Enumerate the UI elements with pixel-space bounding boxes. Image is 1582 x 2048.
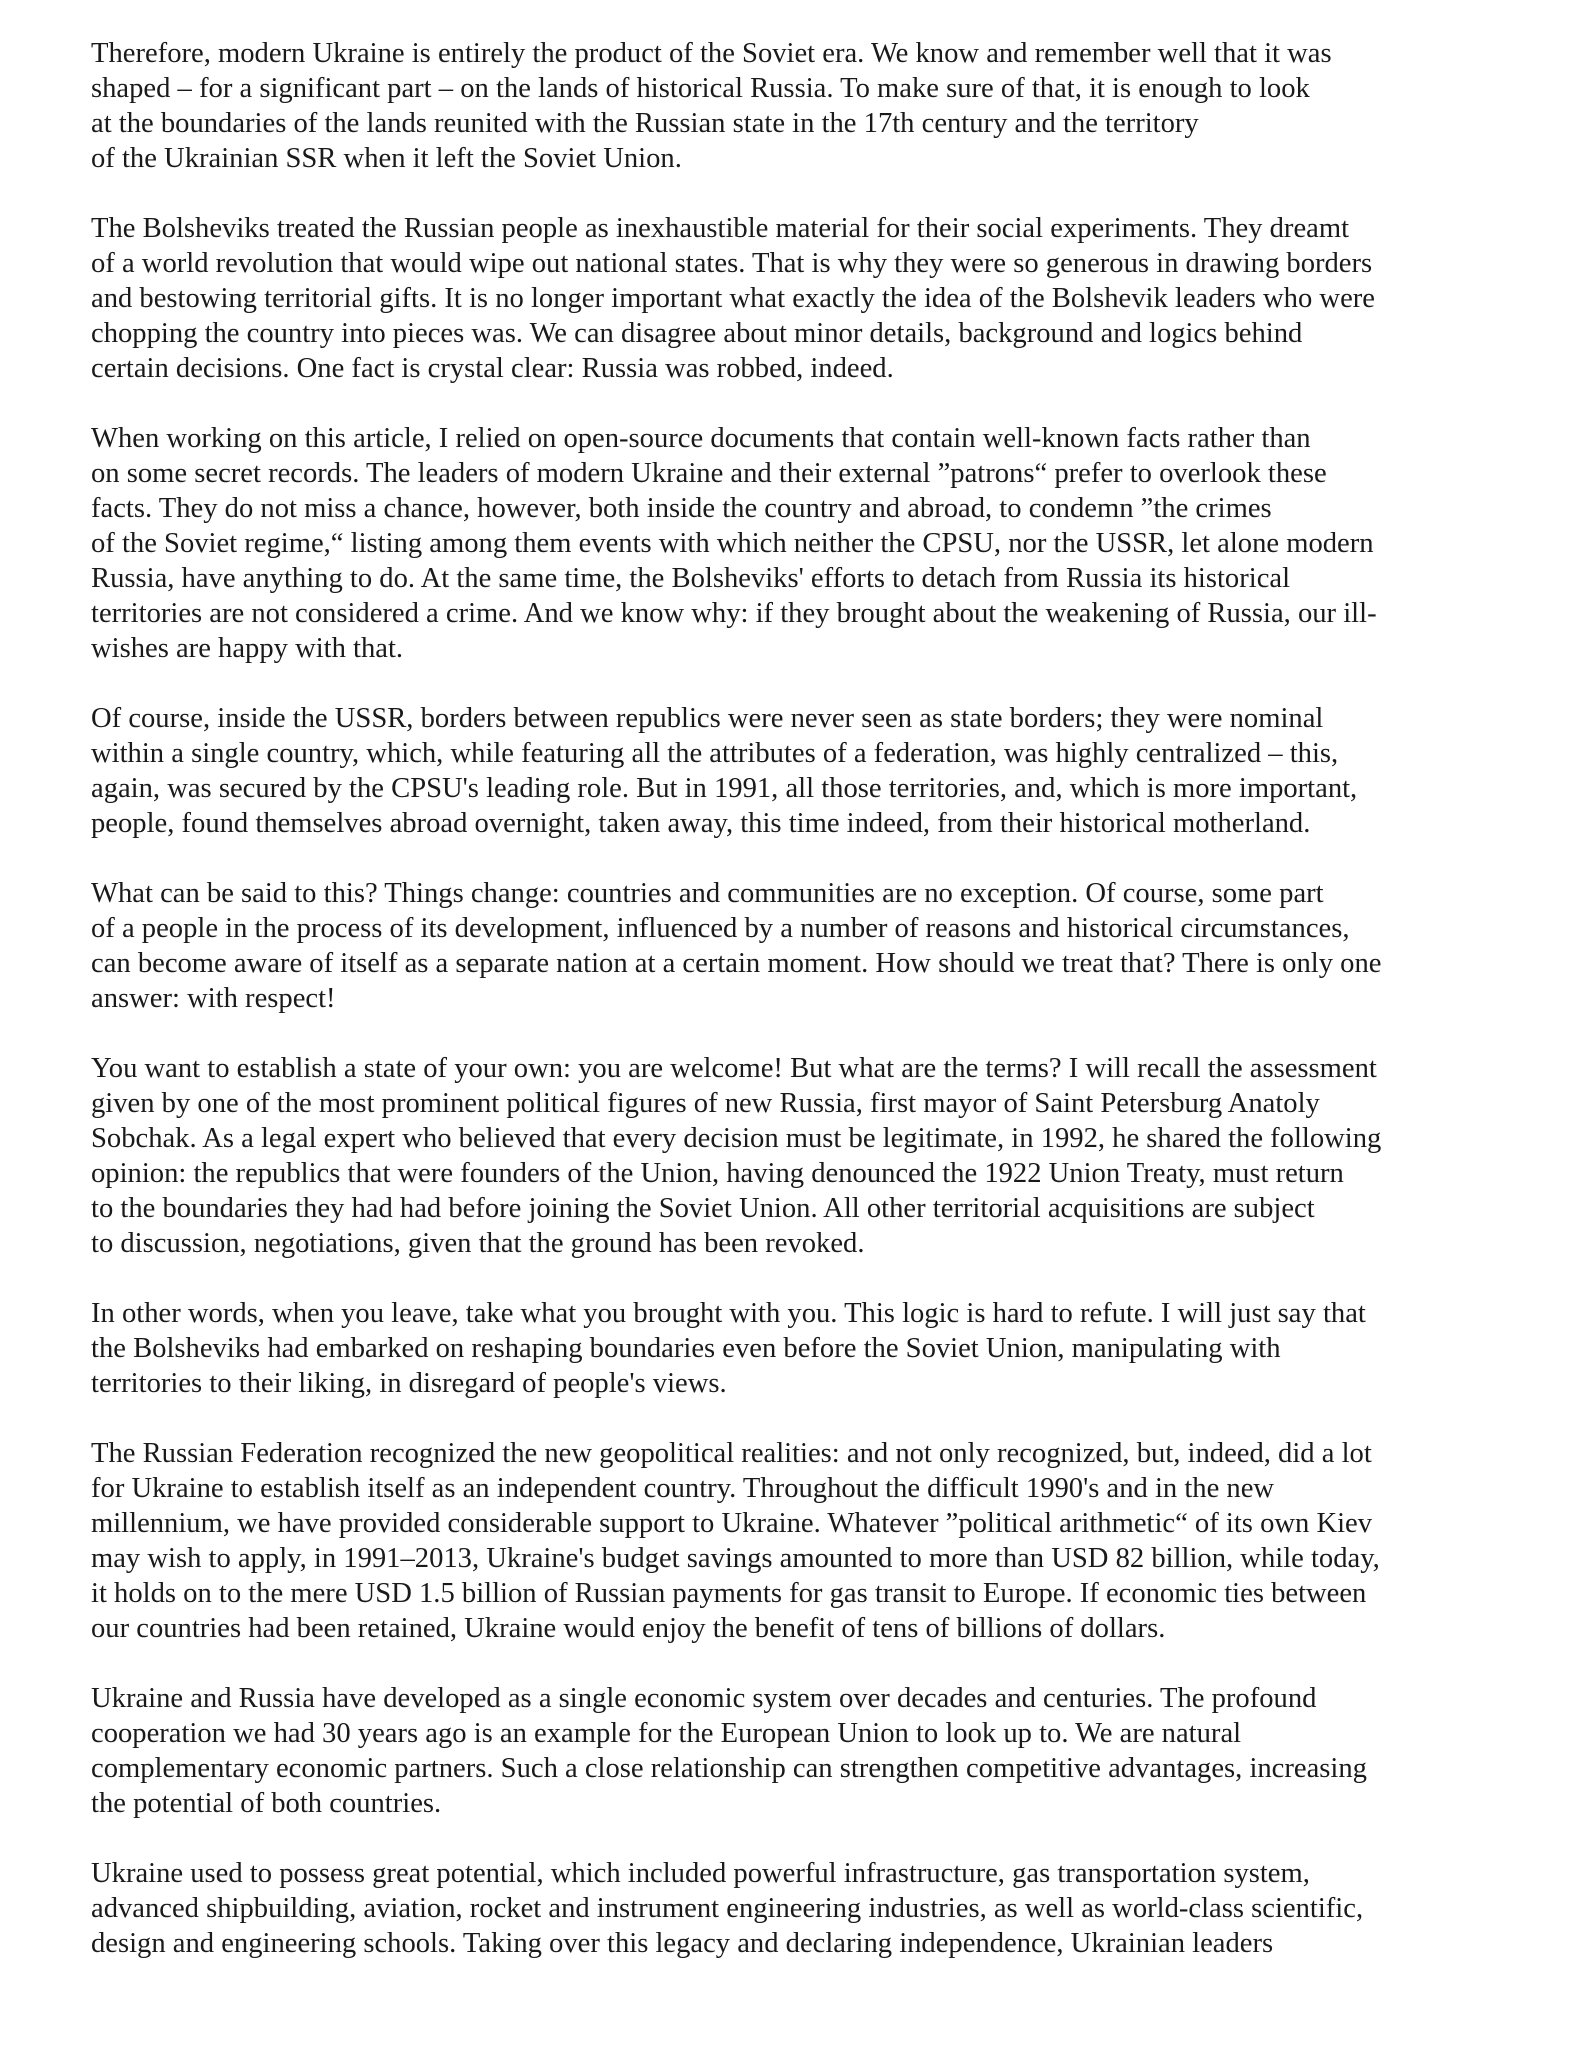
text-line: When working on this article, I relied on open-source documents that contain well-known facts rather than — [91, 423, 1311, 454]
text-line: for Ukraine to establish itself as an independent country. Throughout the difficult 1990's and in the new — [91, 1473, 1275, 1504]
text-line: at the boundaries of the lands reunited with the Russian state in the 17th century and the territory — [91, 108, 1199, 139]
text-line: answer: with respect! — [91, 983, 336, 1014]
paragraph-3 — [91, 421, 1511, 666]
paragraph-8 — [91, 1436, 1511, 1646]
text-line: complementary economic partners. Such a close relationship can strengthen competitive advantages, increasing — [91, 1753, 1367, 1784]
text-line: our countries had been retained, Ukraine would enjoy the benefit of tens of billions of dollars. — [91, 1613, 1166, 1644]
text-line: Ukraine used to possess great potential, which included powerful infrastructure, gas transportation system, — [91, 1858, 1310, 1889]
text-line: opinion: the republics that were founders of the Union, having denounced the 1922 Union Treaty, must return — [91, 1158, 1344, 1189]
paragraph-9 — [91, 1681, 1511, 1821]
text-line: The Russian Federation recognized the new geopolitical realities: and not only recognized, but, indeed, did a lot — [91, 1438, 1372, 1469]
text-line: can become aware of itself as a separate nation at a certain moment. How should we treat that? There is only one — [91, 948, 1382, 979]
text-line: Russia, have anything to do. At the same time, the Bolsheviks' efforts to detach from Russia its historical — [91, 563, 1291, 594]
text-line: chopping the country into pieces was. We can disagree about minor details, background and logics behind — [91, 318, 1303, 349]
text-line: Therefore, modern Ukraine is entirely the product of the Soviet era. We know and remember well that it was — [91, 38, 1332, 69]
text-line: advanced shipbuilding, aviation, rocket and instrument engineering industries, as well as world-class scientific, — [91, 1893, 1364, 1924]
text-line: to discussion, negotiations, given that the ground has been revoked. — [91, 1228, 865, 1259]
paragraph-10 — [91, 1856, 1511, 1961]
text-line: may wish to apply, in 1991–2013, Ukraine's budget savings amounted to more than USD 82 billion, while today, — [91, 1543, 1380, 1574]
text-line: millennium, we have provided considerable support to Ukraine. Whatever ”political arithmetic“ of its own Kiev — [91, 1508, 1373, 1539]
text-line: the potential of both countries. — [91, 1788, 442, 1819]
document-page — [91, 36, 1511, 1961]
text-line: of a world revolution that would wipe out national states. That is why they were so generous in drawing borders — [91, 248, 1373, 279]
text-line: wishes are happy with that. — [91, 633, 404, 664]
text-line: In other words, when you leave, take what you brought with you. This logic is hard to refute. I will just say that — [91, 1298, 1366, 1329]
paragraph-1 — [91, 36, 1511, 176]
text-line: cooperation we had 30 years ago is an example for the European Union to look up to. We are natural — [91, 1718, 1242, 1749]
text-line: given by one of the most prominent political figures of new Russia, first mayor of Saint Petersburg Anatoly — [91, 1088, 1320, 1119]
text-line: Sobchak. As a legal expert who believed that every decision must be legitimate, in 1992, he shared the following — [91, 1123, 1382, 1154]
text-line: people, found themselves abroad overnight, taken away, this time indeed, from their historical motherland. — [91, 808, 1311, 839]
text-line: within a single country, which, while featuring all the attributes of a federation, was highly centralized – this, — [91, 738, 1339, 769]
text-line: and bestowing territorial gifts. It is no longer important what exactly the idea of the Bolshevik leaders who were — [91, 283, 1375, 314]
text-line: territories to their liking, in disregard of people's views. — [91, 1368, 727, 1399]
text-line: of the Ukrainian SSR when it left the Soviet Union. — [91, 143, 682, 174]
text-line: of the Soviet regime,“ listing among them events with which neither the CPSU, nor the USSR, let alone modern — [91, 528, 1374, 559]
text-line: again, was secured by the CPSU's leading role. But in 1991, all those territories, and, which is more important, — [91, 773, 1358, 804]
text-line: it holds on to the mere USD 1.5 billion of Russian payments for gas transit to Europe. If economic ties between — [91, 1578, 1367, 1609]
text-line: to the boundaries they had had before joining the Soviet Union. All other territorial acquisitions are subject — [91, 1193, 1315, 1224]
paragraph-7 — [91, 1296, 1511, 1401]
text-line: of a people in the process of its development, influenced by a number of reasons and historical circumstances, — [91, 913, 1350, 944]
paragraph-6 — [91, 1051, 1511, 1261]
text-line: facts. They do not miss a chance, however, both inside the country and abroad, to condemn ”the crimes — [91, 493, 1272, 524]
text-line: shaped – for a significant part – on the lands of historical Russia. To make sure of that, it is enough to look — [91, 73, 1310, 104]
text-line: What can be said to this? Things change: countries and communities are no exception. Of course, some part — [91, 878, 1324, 909]
text-line: territories are not considered a crime. And we know why: if they brought about the weakening of Russia, our ill- — [91, 598, 1377, 629]
text-line: The Bolsheviks treated the Russian people as inexhaustible material for their social experiments. They dreamt — [91, 213, 1350, 244]
text-line: Of course, inside the USSR, borders between republics were never seen as state borders; they were nominal — [91, 703, 1324, 734]
paragraph-4 — [91, 701, 1511, 841]
text-line: on some secret records. The leaders of modern Ukraine and their external ”patrons“ prefer to overlook these — [91, 458, 1327, 489]
text-line: design and engineering schools. Taking over this legacy and declaring independence, Ukrainian leaders — [91, 1928, 1274, 1959]
text-line: certain decisions. One fact is crystal clear: Russia was robbed, indeed. — [91, 353, 894, 384]
text-line: the Bolsheviks had embarked on reshaping boundaries even before the Soviet Union, manipulating with — [91, 1333, 1281, 1364]
text-line: You want to establish a state of your own: you are welcome! But what are the terms? I will recall the assessment — [91, 1053, 1377, 1084]
text-line: Ukraine and Russia have developed as a single economic system over decades and centuries. The profound — [91, 1683, 1317, 1714]
paragraph-2 — [91, 211, 1511, 386]
paragraph-5 — [91, 876, 1511, 1016]
